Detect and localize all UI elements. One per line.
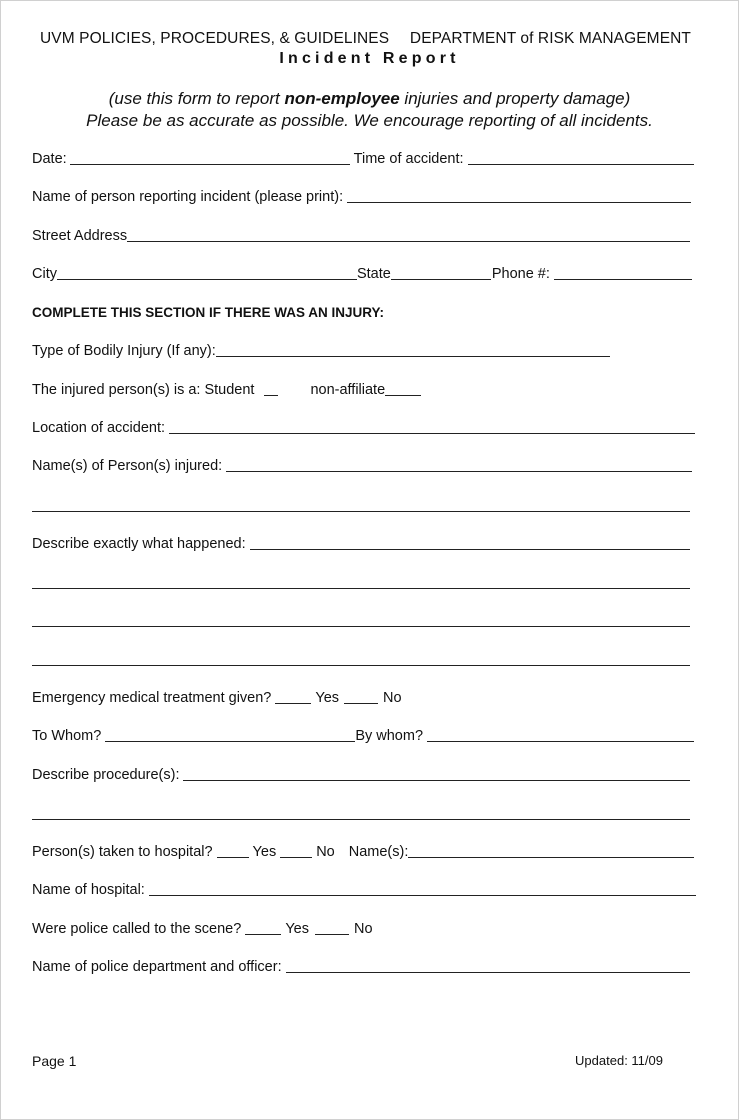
bodily-injury-label: Type of Bodily Injury (If any):	[32, 343, 216, 359]
row-bodily-injury	[32, 342, 610, 359]
row-location	[32, 419, 695, 436]
row-police-department	[32, 958, 690, 975]
row-injured-type	[32, 381, 421, 398]
hospital-label: Person(s) taken to hospital?	[32, 844, 213, 860]
emergency-yes-field[interactable]	[275, 689, 311, 704]
injured-type-label: The injured person(s) is a: Student	[32, 382, 255, 398]
row-date-time	[32, 150, 694, 167]
row-hospital-name	[32, 881, 696, 898]
police-department-field[interactable]	[286, 958, 690, 973]
name-reporting-field[interactable]	[347, 188, 691, 203]
describe-line-3[interactable]	[32, 626, 690, 627]
updated-date: Updated: 11/09	[575, 1053, 663, 1068]
hospital-names-label: Name(s):	[348, 844, 409, 860]
police-department-label: Name of police department and officer:	[32, 959, 282, 975]
describe-line-2[interactable]	[32, 588, 690, 589]
date-label: Date:	[32, 151, 67, 167]
names-injured-line-2[interactable]	[32, 511, 690, 512]
non-affiliate-label: non-affiliate	[310, 382, 386, 398]
location-field[interactable]	[169, 419, 695, 434]
row-describe	[32, 535, 690, 552]
row-police-called	[32, 920, 373, 937]
police-yes-label: Yes	[285, 921, 309, 937]
police-yes-field[interactable]	[245, 920, 281, 935]
row-street-address	[32, 227, 690, 244]
to-whom-label: To Whom?	[32, 728, 102, 744]
row-to-whom	[32, 727, 694, 744]
row-hospital	[32, 843, 694, 860]
row-emergency	[32, 689, 402, 706]
intro-line-1-post: injuries and property damage)	[399, 89, 631, 108]
hospital-names-field[interactable]	[408, 843, 694, 858]
time-field[interactable]	[468, 150, 694, 165]
procedure-line-2[interactable]	[32, 819, 690, 820]
row-procedure	[32, 766, 690, 783]
student-field[interactable]	[264, 381, 278, 396]
to-whom-field[interactable]	[105, 727, 355, 742]
hospital-yes-label: Yes	[252, 844, 277, 860]
police-no-label: No	[353, 921, 373, 937]
row-name-reporting	[32, 188, 691, 205]
time-label: Time of accident:	[353, 151, 464, 167]
hospital-yes-field[interactable]	[217, 843, 249, 858]
emergency-label: Emergency medical treatment given?	[32, 690, 272, 706]
describe-field[interactable]	[250, 535, 690, 550]
police-called-label: Were police called to the scene?	[32, 921, 242, 937]
emergency-yes-label: Yes	[315, 690, 340, 706]
city-field[interactable]	[57, 265, 357, 280]
hospital-no-field[interactable]	[280, 843, 312, 858]
police-no-field[interactable]	[315, 920, 349, 935]
procedure-field[interactable]	[183, 766, 690, 781]
state-field[interactable]	[391, 265, 491, 280]
hospital-no-label: No	[316, 844, 335, 860]
by-whom-field[interactable]	[427, 727, 694, 742]
location-label: Location of accident:	[32, 420, 166, 436]
form-title: Incident Report	[279, 50, 460, 67]
hospital-name-label: Name of hospital:	[32, 882, 145, 898]
city-label: City	[32, 266, 57, 282]
by-whom-label: By whom?	[355, 728, 424, 744]
names-injured-field[interactable]	[226, 457, 692, 472]
bodily-injury-field[interactable]	[216, 342, 610, 357]
intro-line-2: Please be as accurate as possible. We encourage reporting of all incidents.	[86, 111, 653, 130]
non-affiliate-field[interactable]	[385, 381, 421, 396]
intro-line-1-bold: non-employee	[284, 89, 400, 108]
section-injury-heading: COMPLETE THIS SECTION IF THERE WAS AN INJURY:	[32, 305, 385, 320]
date-field[interactable]	[70, 150, 350, 165]
names-injured-label: Name(s) of Person(s) injured:	[32, 458, 223, 474]
describe-label: Describe exactly what happened:	[32, 536, 246, 552]
page-number: Page 1	[32, 1053, 77, 1069]
row-city-state-phone	[32, 265, 692, 282]
street-address-field[interactable]	[127, 227, 690, 242]
emergency-no-field[interactable]	[344, 689, 378, 704]
phone-label: Phone #:	[491, 266, 550, 282]
header-policies: UVM POLICIES, PROCEDURES, & GUIDELINES	[40, 30, 390, 47]
row-names-injured	[32, 457, 692, 474]
street-address-label: Street Address	[32, 228, 128, 244]
phone-field[interactable]	[554, 265, 692, 280]
state-label: State	[356, 266, 391, 282]
hospital-name-field[interactable]	[149, 881, 696, 896]
emergency-no-label: No	[383, 690, 402, 706]
describe-line-4[interactable]	[32, 665, 690, 666]
procedure-label: Describe procedure(s):	[32, 767, 180, 783]
intro-line-1-pre: (use this form to report	[108, 89, 285, 108]
name-reporting-label: Name of person reporting incident (please print):	[32, 189, 344, 205]
header-department: DEPARTMENT of RISK MANAGEMENT	[409, 30, 691, 47]
intro-line-1	[0, 89, 739, 109]
